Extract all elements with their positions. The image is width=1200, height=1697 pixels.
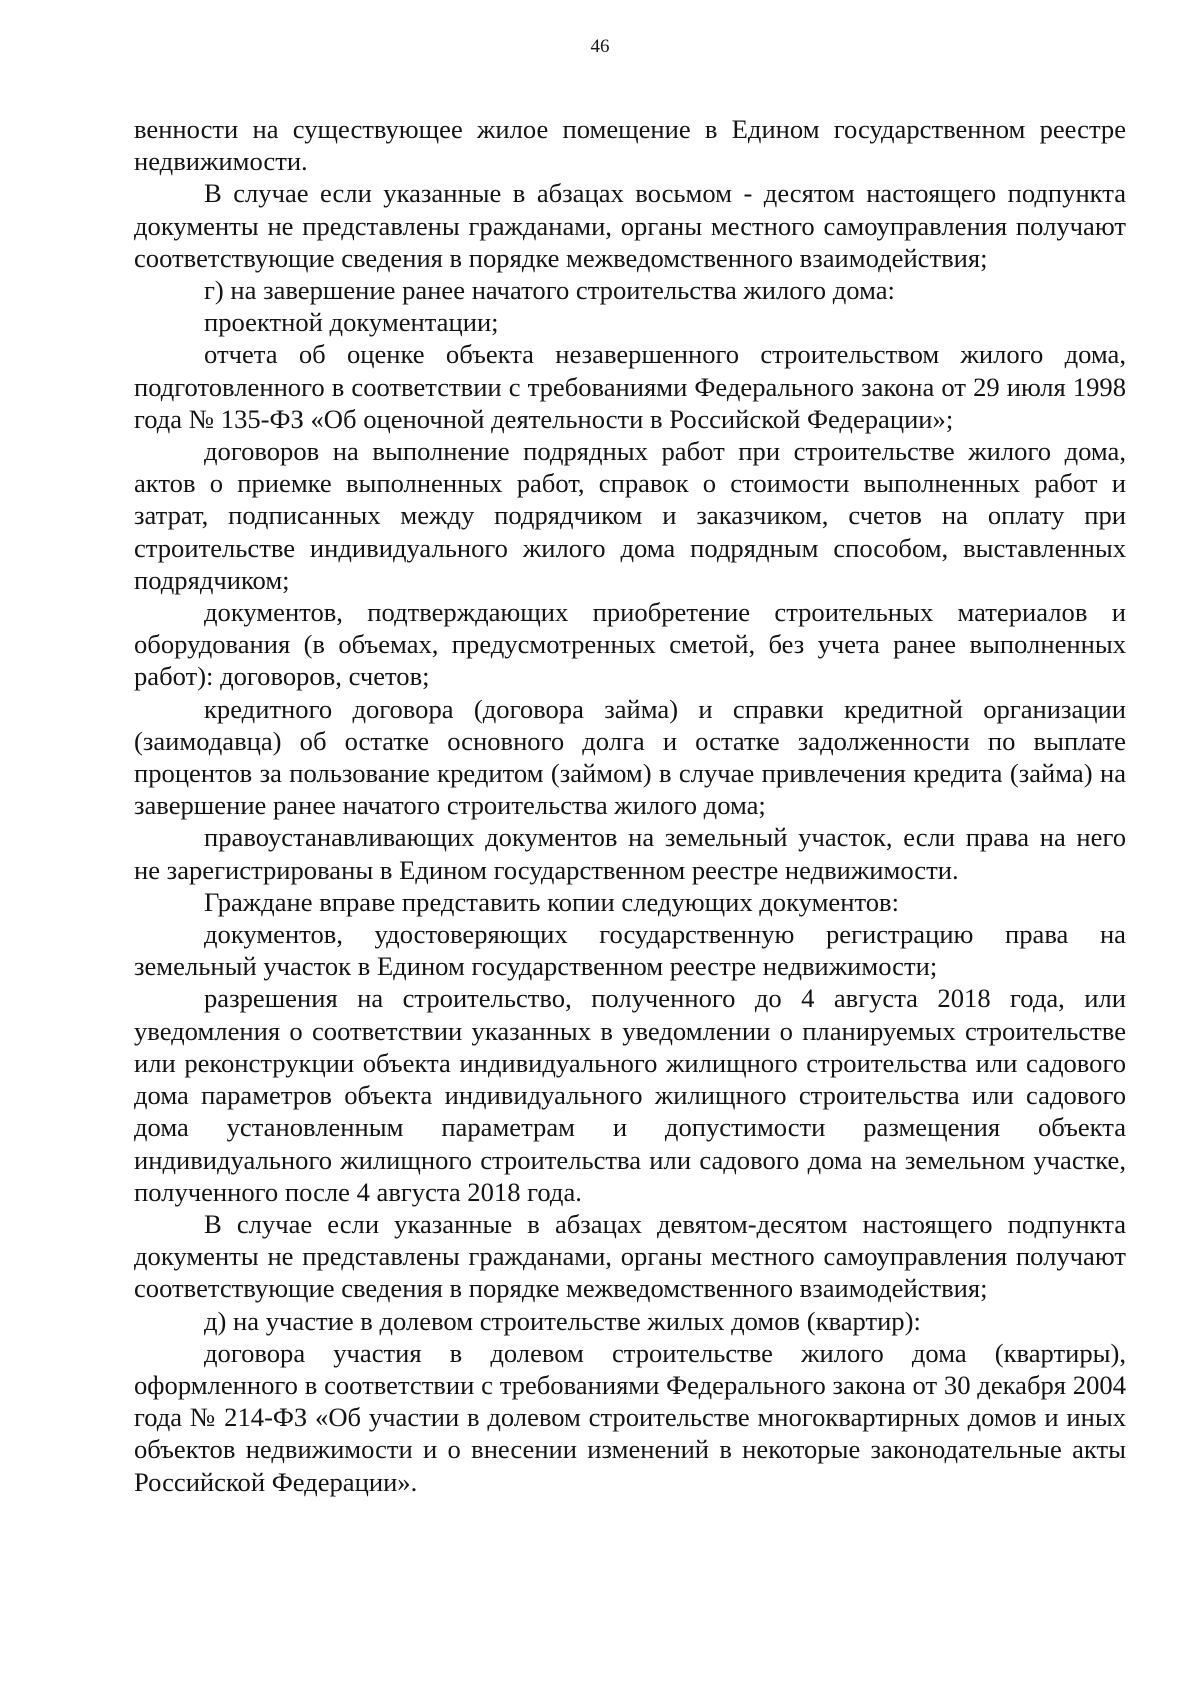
subsection-heading: г) на завершение ранее начатого строительства жилого дома: <box>204 275 895 306</box>
paragraph: Граждане вправе представить копии следующих документов: <box>204 886 899 917</box>
list-item: кредитного договора (договора займа) и справки кредитной организации (заимодавца) об остатке основного долга и остатке задолженности по выплате процентов за пользование кредитом (займом) в случае привлечения кредита (займа) на завершение ранее начатого строительства жилого дома; <box>134 693 1126 821</box>
list-item: документов, подтверждающих приобретение строительных материалов и оборудования (в объемах, предусмотренных сметой, без учета ранее выполненных работ): договоров, счетов; <box>134 597 1126 692</box>
page-number: 46 <box>590 36 610 57</box>
list-item: договора участия в долевом строительстве жилого дома (квартиры), оформленного в соответствии с требованиями Федерального закона от 30 декабря 2004 года № 214-ФЗ «Об участии в долевом строительстве многоквартирных домов и иных объектов недвижимости и о внесении изменений в некоторые законодательные акты Российской Федерации». <box>134 1337 1126 1497</box>
subsection-heading: д) на участие в долевом строительстве жилых домов (квартир): <box>204 1305 921 1336</box>
list-item: разрешения на строительство, полученного до 4 августа 2018 года, или уведомления о соответствии указанных в уведомлении о планируемых строительстве или реконструкции объекта индивидуального жилищного строительства или садового дома параметров объекта индивидуального жилищного строительства или садового дома установленным параметрам и допустимости размещения объекта индивидуального жилищного строительства или садового дома на земельном участке, полученного после 4 августа 2018 года. <box>134 983 1126 1207</box>
paragraph: венности на существующее жилое помещение в Едином государственном реестре недвижимости. <box>134 114 1126 177</box>
list-item: проектной документации; <box>204 307 499 338</box>
list-item: документов, удостоверяющих государственную регистрацию права на земельный участок в Едином государственном реестре недвижимости; <box>134 919 1126 982</box>
paragraph: В случае если указанные в абзацах восьмом - десятом настоящего подпункта документы не представлены гражданами, органы местного самоуправления получают соответствующие сведения в порядке межведомственного взаимодействия; <box>134 178 1126 273</box>
list-item: отчета об оценке объекта незавершенного строительством жилого дома, подготовленного в соответствии с требованиями Федерального закона от 29 июля 1998 года № 135-ФЗ «Об оценочной деятельности в Российской Федерации»; <box>134 339 1126 434</box>
list-item: правоустанавливающих документов на земельный участок, если права на него не зарегистрированы в Едином государственном реестре недвижимости. <box>134 822 1126 885</box>
document-body <box>134 113 1126 1498</box>
list-item: договоров на выполнение подрядных работ при строительстве жилого дома, актов о приемке выполненных работ, справок о стоимости выполненных работ и затрат, подписанных между подрядчиком и заказчиком, счетов на оплату при строительстве индивидуального жилого дома подрядным способом, выставленных подрядчиком; <box>134 436 1126 595</box>
paragraph: В случае если указанные в абзацах девятом-десятом настоящего подпункта документы не представлены гражданами, органы местного самоуправления получают соответствующие сведения в порядке межведомственного взаимодействия; <box>134 1208 1126 1304</box>
